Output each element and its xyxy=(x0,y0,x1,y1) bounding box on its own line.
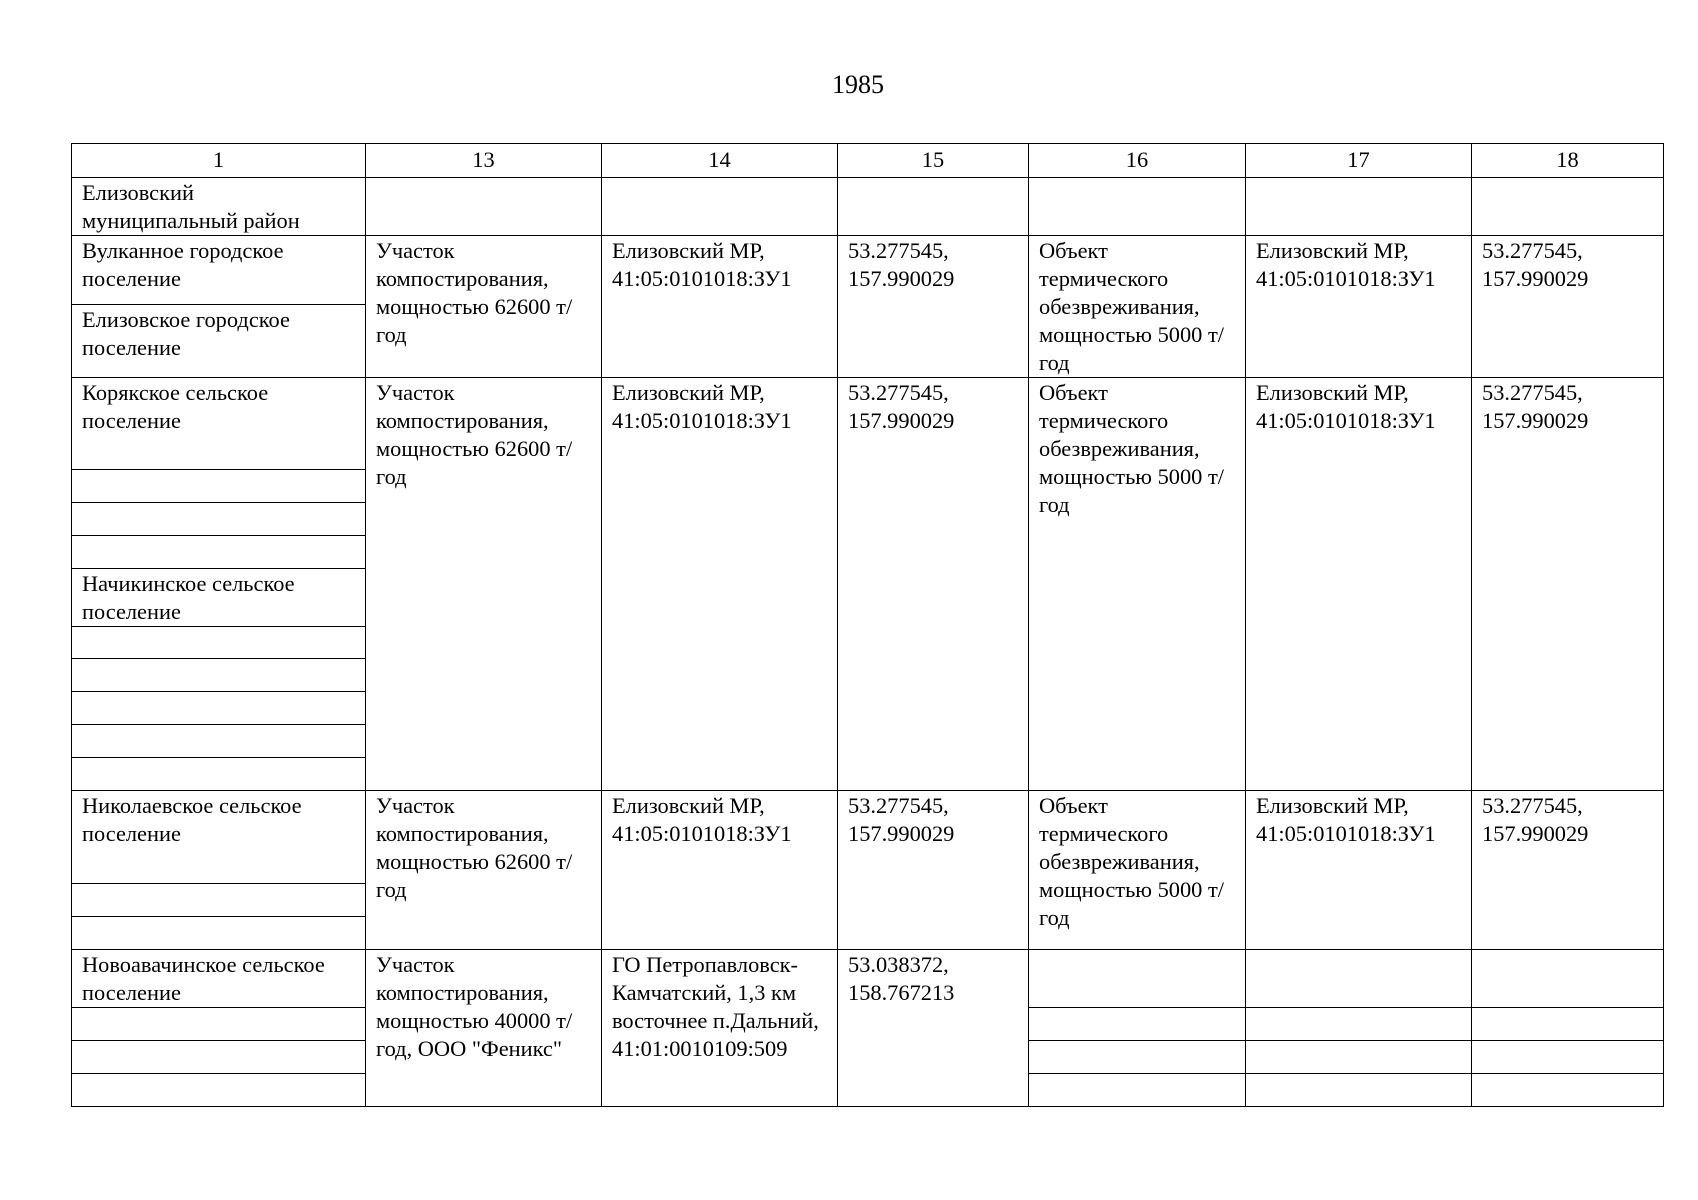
settlement-name: Начикинское сельское поселение xyxy=(72,569,366,627)
location-cell: Елизовский МР, 41:05:0101018:ЗУ1 xyxy=(1246,236,1472,378)
empty-cell xyxy=(838,178,1029,236)
empty-cell xyxy=(1472,1074,1664,1107)
coords-cell: 53.277545, 157.990029 xyxy=(838,236,1029,378)
object-cell: Объект термического обезвреживания, мощностью 5000 т/год xyxy=(1029,236,1246,378)
location-cell: Елизовский МР, 41:05:0101018:ЗУ1 xyxy=(1246,378,1472,791)
settlement-name: Новоавачинское сельское поселение xyxy=(72,950,366,1008)
object-cell: Участок компостирования, мощностью 62600 т/год xyxy=(366,791,602,950)
coords-cell: 53.277545, 157.990029 xyxy=(1472,791,1664,950)
region-name: Елизовский муниципальный район xyxy=(72,178,366,236)
table-row xyxy=(72,236,1664,305)
location-cell: Елизовский МР, 41:05:0101018:ЗУ1 xyxy=(1246,791,1472,950)
object-cell: Участок компостирования, мощностью 40000 т/год, ООО "Феникс" xyxy=(366,950,602,1107)
header-col-18: 18 xyxy=(1472,144,1664,178)
empty-cell xyxy=(72,1041,366,1074)
settlement-name: Елизовское городское поселение xyxy=(72,305,366,378)
empty-cell xyxy=(1246,950,1472,1008)
object-cell: Участок компостирования, мощностью 62600 т/год xyxy=(366,378,602,791)
coords-cell: 53.277545, 157.990029 xyxy=(838,791,1029,950)
empty-cell xyxy=(1246,178,1472,236)
empty-cell xyxy=(1472,1041,1664,1074)
empty-cell xyxy=(72,1074,366,1107)
empty-cell xyxy=(1029,1041,1246,1074)
header-col-14: 14 xyxy=(602,144,838,178)
waste-objects-table xyxy=(71,143,1664,1107)
empty-cell xyxy=(72,884,366,917)
header-col-1: 1 xyxy=(72,144,366,178)
location-cell: ГО Петропавловск-Камчатский, 1,3 км восточнее п.Дальний, 41:01:0010109:509 xyxy=(602,950,838,1107)
object-cell: Участок компостирования, мощностью 62600 т/год xyxy=(366,236,602,378)
header-col-15: 15 xyxy=(838,144,1029,178)
settlement-name: Вулканное городское поселение xyxy=(72,236,366,305)
empty-cell xyxy=(72,627,366,659)
header-col-17: 17 xyxy=(1246,144,1472,178)
coords-cell: 53.277545, 157.990029 xyxy=(1472,378,1664,791)
empty-cell xyxy=(72,659,366,692)
settlement-name: Николаевское сельское поселение xyxy=(72,791,366,884)
empty-cell xyxy=(1246,1008,1472,1041)
empty-cell xyxy=(1029,178,1246,236)
empty-cell xyxy=(1472,1008,1664,1041)
table-row xyxy=(72,378,1664,470)
settlement-name: Корякское сельское поселение xyxy=(72,378,366,470)
object-cell: Объект термического обезвреживания, мощностью 5000 т/год xyxy=(1029,791,1246,950)
empty-cell xyxy=(1029,1074,1246,1107)
empty-cell xyxy=(72,692,366,725)
coords-cell: 53.277545, 157.990029 xyxy=(838,378,1029,791)
header-col-16: 16 xyxy=(1029,144,1246,178)
empty-cell xyxy=(602,178,838,236)
empty-cell xyxy=(1472,178,1664,236)
page-number: 1985 xyxy=(832,70,884,99)
location-cell: Елизовский МР, 41:05:0101018:ЗУ1 xyxy=(602,378,838,791)
empty-cell xyxy=(72,470,366,503)
empty-cell xyxy=(72,725,366,758)
coords-cell: 53.277545, 157.990029 xyxy=(1472,236,1664,378)
empty-cell xyxy=(1029,1008,1246,1041)
header-col-13: 13 xyxy=(366,144,602,178)
object-cell: Объект термического обезвреживания, мощностью 5000 т/год xyxy=(1029,378,1246,791)
table-row xyxy=(72,791,1664,884)
location-cell: Елизовский МР, 41:05:0101018:ЗУ1 xyxy=(602,236,838,378)
empty-cell xyxy=(72,917,366,950)
empty-cell xyxy=(366,178,602,236)
location-cell: Елизовский МР, 41:05:0101018:ЗУ1 xyxy=(602,791,838,950)
empty-cell xyxy=(72,1008,366,1041)
coords-cell: 53.038372, 158.767213 xyxy=(838,950,1029,1107)
header-row xyxy=(72,144,1664,178)
empty-cell xyxy=(72,758,366,791)
empty-cell xyxy=(1246,1074,1472,1107)
empty-cell xyxy=(72,503,366,536)
empty-cell xyxy=(72,536,366,569)
region-row xyxy=(72,178,1664,236)
empty-cell xyxy=(1472,950,1664,1008)
empty-cell xyxy=(1246,1041,1472,1074)
table-row xyxy=(72,950,1664,1008)
empty-cell xyxy=(1029,950,1246,1008)
